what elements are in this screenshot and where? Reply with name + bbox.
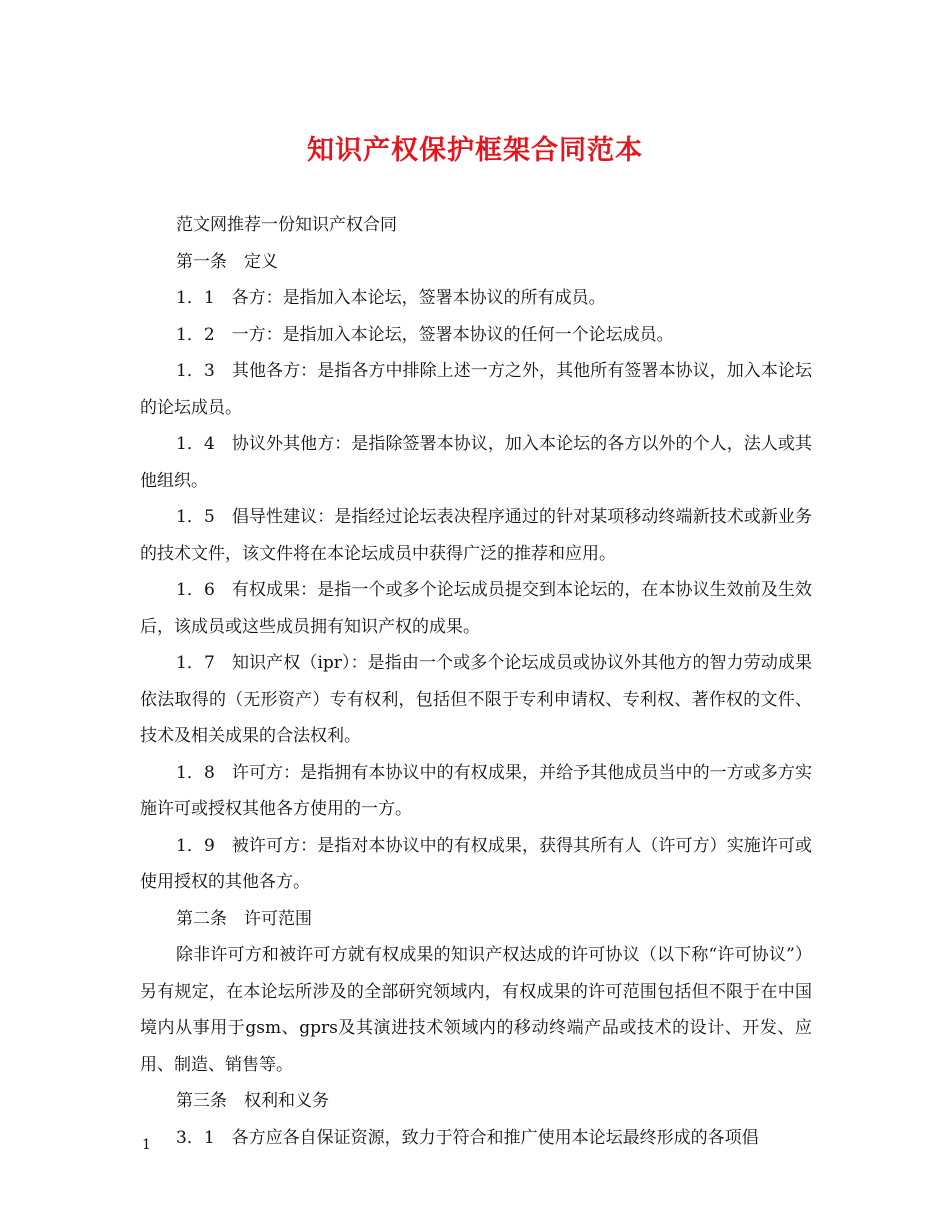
clause-3-1: 3．1 各方应各自保证资源，致力于符合和推广使用本论坛最终形成的各项倡: [176, 1127, 759, 1148]
clause-1-9: 1．9 被许可方：是指对本协议中的有权成果，获得其所有人（许可方）实施许可或使用授权的其他各方。: [140, 835, 812, 892]
paragraph-intro: 范文网推荐一份知识产权合同: [176, 215, 397, 235]
clause-1-2: 1．2 一方：是指加入本论坛，签署本协议的任何一个论坛成员。: [176, 324, 674, 345]
document-title: 知识产权保护框架合同范本: [307, 135, 643, 166]
page-number: 1: [142, 1137, 151, 1153]
section-heading-3: 第三条 权利和义务: [176, 1091, 329, 1111]
clause-1-4: 1．4 协议外其他方：是指除签署本协议，加入本论坛的各方以外的个人，法人或其他组织。: [140, 434, 812, 491]
clause-1-6: 1．6 有权成果：是指一个或多个论坛成员提交到本论坛的，在本协议生效前及生效后，该成员或这些成员拥有知识产权的成果。: [140, 580, 812, 637]
clause-1-8: 1．8 许可方：是指拥有本协议中的有权成果，并给予其他成员当中的一方或多方实施许可或授权其他各方使用的一方。: [140, 762, 812, 819]
clause-1-7: 1．7 知识产权（ipr）：是指由一个或多个论坛成员或协议外其他方的智力劳动成果依法取得的（无形资产）专有权利，包括但不限于专利申请权、专利权、著作权的文件、技术及相关成果的合法权利。: [140, 653, 812, 746]
clause-1-3: 1．3 其他各方：是指各方中排除上述一方之外，其他所有签署本协议，加入本论坛的论坛成员。: [140, 361, 812, 418]
section-heading-2: 第二条 许可范围: [176, 908, 312, 929]
clause-1-5: 1．5 倡导性建议：是指经过论坛表决程序通过的针对某项移动终端新技术或新业务的技术文件，该文件将在本论坛成员中获得广泛的推荐和应用。: [140, 507, 812, 564]
section-heading-1: 第一条 定义: [176, 251, 278, 272]
clause-1-1: 1．1 各方：是指加入本论坛，签署本协议的所有成员。: [176, 288, 606, 308]
document-body: [140, 207, 812, 1156]
section-2-body: 除非许可方和被许可方就有权成果的知识产权达成的许可协议（以下称“许可协议”）另有规定，在本论坛所涉及的全部研究领域内，有权成果的许可范围包括但不限于在中国境内从事用于gsm、gprs及其演进技术领域内的移动终端产品或技术的设计、开发、应用、制造、销售等。: [140, 945, 812, 1075]
